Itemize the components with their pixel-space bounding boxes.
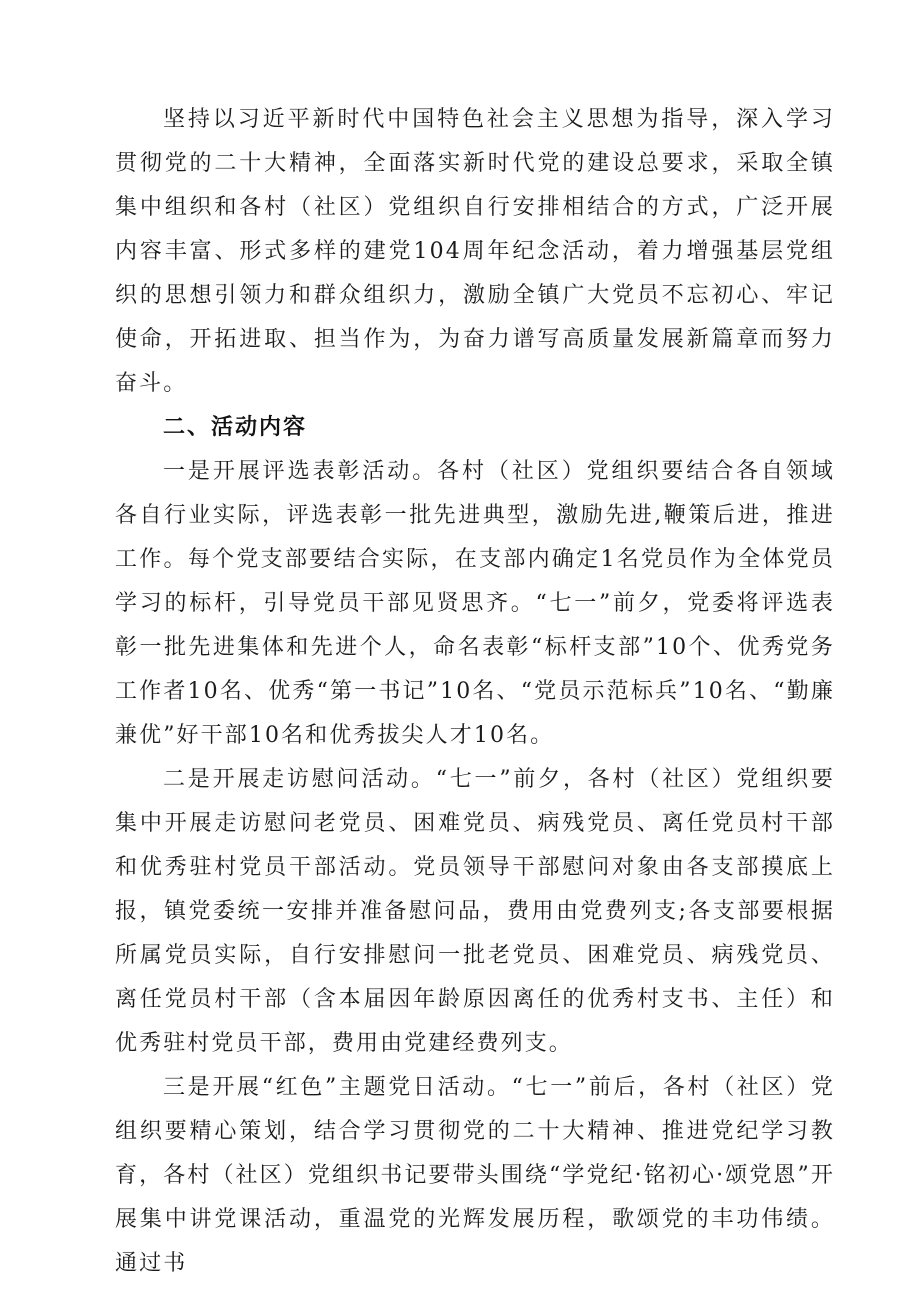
- section-heading: 二、活动内容: [163, 415, 308, 440]
- activity-paragraph-3: 三是开展“红色”主题党日活动。“七一”前后，各村（社区）党组织要精心策划，结合学习贯彻党的二十大精神、推进党纪学习教育，各村（社区）党组织书记要带头围绕“学党纪·铭初心·颂党恩”开展集中讲党课活动，重温党的光辉发展历程，歌颂党的丰功伟绩。通过书: [115, 1075, 835, 1276]
- intro-paragraph: 坚持以习近平新时代中国特色社会主义思想为指导，深入学习贯彻党的二十大精神，全面落实新时代党的建设总要求，采取全镇集中组织和各村（社区）党组织自行安排相结合的方式，广泛开展内容丰富、形式多样的建党104周年纪念活动，着力增强基层党组织的思想引领力和群众组织力，激励全镇广大党员不忘初心、牢记使命，开拓进取、担当作为，为奋力谱写高质量发展新篇章而努力奋斗。: [115, 107, 835, 396]
- document-body: [115, 98, 835, 1286]
- activity-paragraph-2: 二是开展走访慰问活动。“七一”前夕，各村（社区）党组织要集中开展走访慰问老党员、困难党员、病残党员、离任党员村干部和优秀驻村党员干部活动。党员领导干部慰问对象由各支部摸底上报，镇党委统一安排并准备慰问品，费用由党费列支;各支部要根据所属党员实际，自行安排慰问一批老党员、困难党员、病残党员、离任党员村干部（含本届因年龄原因离任的优秀村支书、主任）和优秀驻村党员干部，费用由党建经费列支。: [115, 767, 835, 1056]
- activity-paragraph-1: 一是开展评选表彰活动。各村（社区）党组织要结合各自领域各自行业实际，评选表彰一批先进典型，激励先进,鞭策后进，推进工作。每个党支部要结合实际，在支部内确定1名党员作为全体党员学习的标杆，引导党员干部见贤思齐。“七一”前夕，党委将评选表彰一批先进集体和先进个人，命名表彰“标杆支部”10个、优秀党务工作者10名、优秀“第一书记”10名、“党员示范标兵”10名、“勤廉兼优”好干部10名和优秀拔尖人才10名。: [115, 459, 835, 748]
